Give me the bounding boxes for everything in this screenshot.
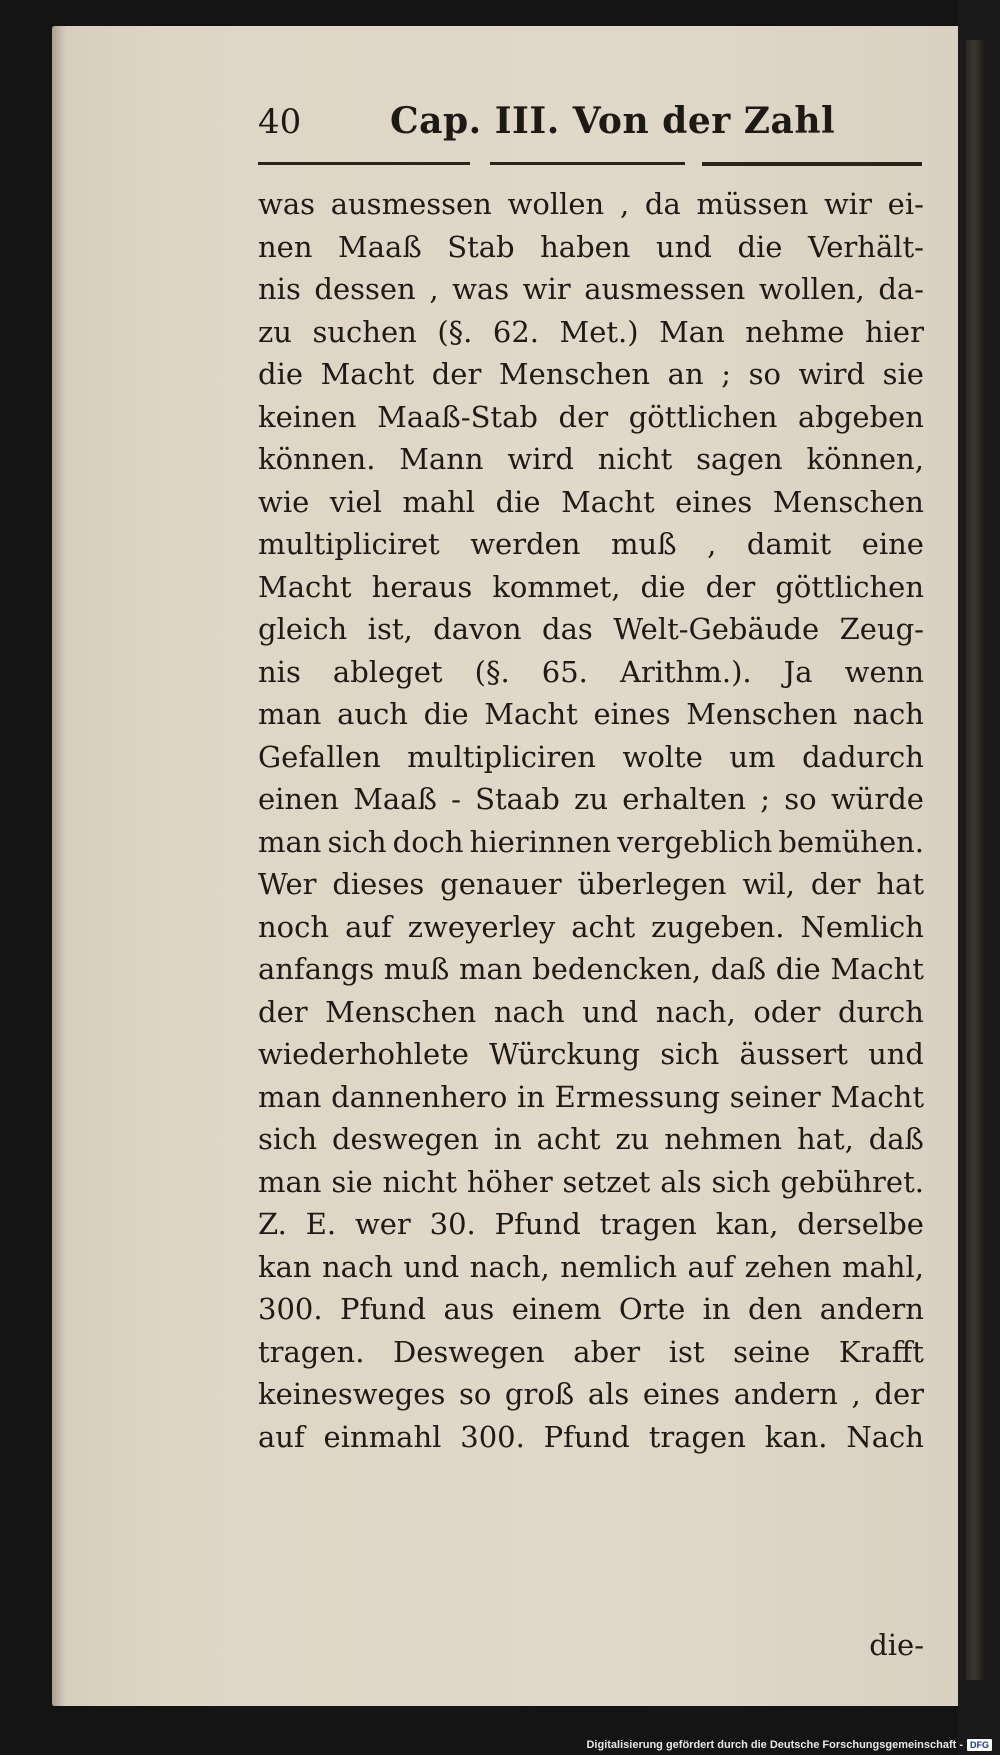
word: ausmessen <box>330 187 492 221</box>
word: Menschen <box>686 697 838 731</box>
word: nehmen <box>664 1122 783 1156</box>
word: so <box>748 357 781 391</box>
word: das <box>542 612 593 646</box>
word: der <box>874 1377 924 1411</box>
word: ; <box>760 782 771 816</box>
header-rule-left <box>258 162 470 165</box>
text-line <box>258 353 924 396</box>
word: Macht <box>320 357 415 391</box>
text-line <box>258 1161 924 1204</box>
word: so <box>458 1377 492 1411</box>
text-line <box>258 1331 924 1374</box>
word: in <box>702 1292 731 1326</box>
text-line <box>258 1203 924 1246</box>
word: nach <box>321 1249 393 1284</box>
word: und <box>868 1037 924 1071</box>
word: Z. <box>258 1207 287 1241</box>
word: hierinnen <box>469 824 612 859</box>
word: müssen <box>696 187 809 221</box>
word: nemlich <box>560 1249 678 1284</box>
word: was <box>258 187 315 221</box>
text-line <box>258 566 924 609</box>
word: wird <box>507 442 574 476</box>
word: ist <box>668 1334 705 1369</box>
word: Nemlich <box>800 909 924 944</box>
word: Krafft <box>838 1334 924 1369</box>
word: eine <box>861 527 924 561</box>
word: sagen <box>696 442 783 476</box>
word: der <box>705 569 756 604</box>
word: sich <box>258 1122 318 1156</box>
word: überlegen <box>577 867 727 901</box>
word: derselbe <box>797 1207 924 1241</box>
word: sich <box>711 1164 771 1199</box>
word: - <box>451 782 461 816</box>
word: höher <box>466 1164 553 1199</box>
word: und <box>656 229 712 264</box>
word: wenn <box>844 654 924 689</box>
word: Macht <box>561 484 655 519</box>
word: multipliciret <box>258 527 440 561</box>
adjacent-page-edge <box>966 40 984 1680</box>
word: zu <box>574 782 609 816</box>
word: davon <box>433 612 522 646</box>
word: Pfund <box>494 1207 581 1241</box>
word: mahl <box>402 484 476 519</box>
text-line <box>258 1288 924 1331</box>
text-line <box>258 1373 924 1416</box>
word: wie <box>258 484 310 519</box>
word: suchen <box>312 314 417 349</box>
word: Maaß <box>353 782 437 816</box>
word: Maaß <box>338 229 422 264</box>
word: nis <box>258 272 301 306</box>
word: nach, <box>655 994 736 1029</box>
word: was <box>452 272 510 306</box>
text-line <box>258 438 924 481</box>
word: seine <box>733 1334 811 1369</box>
word: die <box>258 357 304 391</box>
text-line <box>258 863 924 906</box>
word: daß <box>710 952 767 986</box>
text-line <box>258 693 924 736</box>
word: viel <box>329 484 382 519</box>
word: auf <box>345 909 392 944</box>
word: zweyerley <box>407 909 556 944</box>
word: der <box>431 357 482 391</box>
word: ist, <box>367 612 413 646</box>
word: Ermessung <box>554 1079 721 1114</box>
word: Verhält- <box>807 229 924 264</box>
word: 300. <box>258 1292 323 1326</box>
word: auf <box>687 1249 735 1284</box>
word: E. <box>305 1207 337 1241</box>
word: zu <box>258 314 292 349</box>
word: Orte <box>618 1292 686 1326</box>
word: gleich <box>258 612 348 646</box>
text-line <box>258 1246 924 1289</box>
word: dessen <box>314 272 416 306</box>
text-line <box>258 311 924 354</box>
word: Deswegen <box>393 1334 545 1369</box>
word: Macht <box>830 952 924 986</box>
body-text <box>258 183 924 1683</box>
text-line <box>258 1118 924 1161</box>
word: eines <box>593 697 671 731</box>
word: Menschen <box>772 484 924 519</box>
word: tragen <box>599 1207 697 1241</box>
text-line <box>258 1416 924 1459</box>
word: auf <box>258 1419 305 1454</box>
word: einen <box>258 782 339 816</box>
page-number: 40 <box>258 102 302 142</box>
word: einem <box>511 1292 602 1326</box>
word: der <box>258 994 308 1029</box>
word: man <box>258 697 322 731</box>
word: wollen, <box>758 272 865 306</box>
word: und <box>582 994 639 1029</box>
word: erhalten <box>622 782 747 816</box>
word: werden <box>470 527 581 561</box>
word: Würckung <box>489 1037 641 1071</box>
word: wir <box>823 187 872 221</box>
text-line <box>258 1076 924 1119</box>
word: acht <box>571 909 636 944</box>
word: um <box>729 739 776 774</box>
word: Stab <box>447 229 515 264</box>
word: wiederhohlete <box>258 1037 469 1071</box>
word: einmahl <box>323 1419 442 1454</box>
word: keinen <box>258 399 357 434</box>
word: wer <box>354 1207 411 1241</box>
word: wil, <box>742 867 796 901</box>
word: deswegen <box>331 1122 479 1156</box>
word: hier <box>864 314 924 349</box>
word: nehme <box>745 314 845 349</box>
word: Nach <box>846 1419 924 1454</box>
word: aus <box>443 1292 495 1326</box>
running-head: Cap. III. Von der Zahl <box>390 100 836 142</box>
word: göttlichen <box>775 569 924 604</box>
word: in <box>493 1122 522 1156</box>
word: die <box>495 484 541 519</box>
word: Ja <box>783 654 813 689</box>
text-line <box>258 821 924 864</box>
word: haben <box>540 229 631 264</box>
word: mahl, <box>842 1249 924 1284</box>
word: man <box>258 1164 322 1199</box>
word: da- <box>878 272 924 306</box>
word: da <box>644 187 681 221</box>
word: können, <box>806 442 924 476</box>
word: ; <box>721 357 731 391</box>
word: Welt-Gebäude <box>613 612 820 646</box>
word: andern <box>733 1377 838 1411</box>
word: wir <box>522 272 571 306</box>
page-gutter-shadow <box>52 26 66 1706</box>
text-line <box>258 523 924 566</box>
word: ei- <box>887 187 924 221</box>
word: anfangs <box>258 952 375 986</box>
word: die <box>775 952 821 986</box>
word: Menschen <box>325 994 477 1029</box>
word: durch <box>837 994 924 1029</box>
word: abgeben <box>797 399 924 434</box>
word: vergeblich <box>617 824 773 859</box>
word: die <box>737 229 783 264</box>
text-line <box>258 183 924 226</box>
word: kommet, <box>492 569 621 604</box>
word: man <box>258 824 322 859</box>
text-line <box>258 226 924 269</box>
word: Zeug- <box>839 612 924 646</box>
text-line <box>258 268 924 311</box>
word: die <box>640 569 686 604</box>
text-line <box>258 906 924 949</box>
word: (§. <box>474 654 510 689</box>
word: Menschen <box>498 357 651 391</box>
word: aber <box>573 1334 641 1369</box>
word: hat <box>876 867 924 901</box>
word: damit <box>746 527 832 561</box>
word: 65. <box>541 654 588 689</box>
word: wollen <box>507 187 605 221</box>
word: nach, <box>469 1249 550 1284</box>
word: in <box>517 1079 545 1114</box>
word: oder <box>753 994 821 1029</box>
word: , <box>619 187 630 221</box>
word: groß <box>504 1377 575 1411</box>
word: nicht <box>597 442 673 476</box>
word: man <box>258 1079 322 1114</box>
word: heraus <box>371 569 473 604</box>
word: können. <box>258 442 376 476</box>
word: nicht <box>382 1164 458 1199</box>
word: wird <box>798 357 866 391</box>
text-line <box>258 736 924 779</box>
word: Staab <box>475 782 560 816</box>
word: Pfund <box>543 1419 630 1454</box>
word: äussert <box>739 1037 848 1071</box>
word: Maaß-Stab <box>377 399 538 434</box>
word: der <box>558 399 609 434</box>
word: und <box>403 1249 460 1284</box>
word: Macht <box>830 1079 924 1114</box>
word: tragen. <box>258 1334 365 1369</box>
text-line <box>258 778 924 821</box>
word: 62. <box>492 314 540 349</box>
word: keinesweges <box>258 1377 446 1411</box>
word: als <box>587 1377 630 1411</box>
word: als <box>660 1164 702 1199</box>
word: Macht <box>258 569 352 604</box>
word: man <box>459 952 523 986</box>
word: zu <box>615 1122 650 1156</box>
word: Gefallen <box>258 739 381 774</box>
credit-text: Digitalisierung gefördert durch die Deutsche Forschungsgemeinschaft - <box>586 1739 963 1751</box>
word: 300. <box>460 1419 525 1454</box>
word: den <box>747 1292 803 1326</box>
text-line <box>258 1033 924 1076</box>
word: gebühret. <box>780 1164 924 1199</box>
word: Wer <box>258 867 317 901</box>
word: acht <box>536 1122 601 1156</box>
word: zehen <box>744 1249 832 1284</box>
word: so <box>784 782 817 816</box>
text-line <box>258 481 924 524</box>
word: sie <box>882 357 924 391</box>
word: eines <box>642 1377 721 1411</box>
word: nach <box>493 994 565 1029</box>
word: kan <box>258 1249 312 1284</box>
word: tragen <box>648 1419 746 1454</box>
dfg-logo: DFG <box>967 1739 992 1751</box>
word: kan, <box>715 1207 779 1241</box>
word: sich <box>660 1037 720 1071</box>
catchword: die- <box>869 1628 924 1662</box>
word: dieses <box>332 867 425 901</box>
word: seiner <box>729 1079 821 1114</box>
word: göttlichen <box>628 399 778 434</box>
word: setzet <box>562 1164 651 1199</box>
header-rule-middle <box>490 162 685 165</box>
word: bedencken, <box>532 952 702 986</box>
word: zugeben. <box>651 909 785 944</box>
text-line <box>258 948 924 991</box>
word: würde <box>830 782 924 816</box>
text-line <box>258 991 924 1034</box>
text-lines <box>258 183 924 1458</box>
word: multipliciren <box>407 739 596 774</box>
word: , <box>429 272 439 306</box>
text-line <box>258 608 924 651</box>
word: auch <box>337 697 408 731</box>
word: daß <box>868 1122 924 1156</box>
word: dannenhero <box>331 1079 508 1114</box>
word: Arithm.). <box>619 654 752 689</box>
word: wolte <box>622 739 703 774</box>
word: der <box>810 867 861 901</box>
word: , <box>707 527 717 561</box>
word: muß <box>383 952 450 986</box>
word: sich <box>327 824 387 859</box>
word: andern <box>819 1292 924 1326</box>
word: ableget <box>332 654 443 689</box>
word: ausmessen <box>584 272 746 306</box>
word: doch <box>392 824 464 859</box>
text-line <box>258 396 924 439</box>
word: Mann <box>399 442 484 476</box>
word: , <box>851 1377 861 1411</box>
word: hat, <box>796 1122 854 1156</box>
word: nach <box>853 697 924 731</box>
word: nen <box>258 229 313 264</box>
word: dadurch <box>802 739 924 774</box>
word: kan. <box>764 1419 828 1454</box>
header-rule-right <box>702 162 922 166</box>
word: sie <box>331 1164 373 1199</box>
word: Met.) <box>559 314 639 349</box>
word: an <box>667 357 704 391</box>
digitization-credit <box>586 1739 992 1751</box>
word: eines <box>675 484 753 519</box>
word: bemühen. <box>778 824 924 859</box>
word: nis <box>258 654 301 689</box>
word: 30. <box>429 1207 476 1241</box>
word: genauer <box>440 867 562 901</box>
word: Pfund <box>339 1292 427 1326</box>
word: noch <box>258 909 330 944</box>
word: Macht <box>484 697 578 731</box>
page-header <box>258 96 923 156</box>
word: Man <box>659 314 725 349</box>
word: (§. <box>437 314 473 349</box>
text-line <box>258 651 924 694</box>
word: muß <box>611 527 677 561</box>
word: die <box>423 697 469 731</box>
